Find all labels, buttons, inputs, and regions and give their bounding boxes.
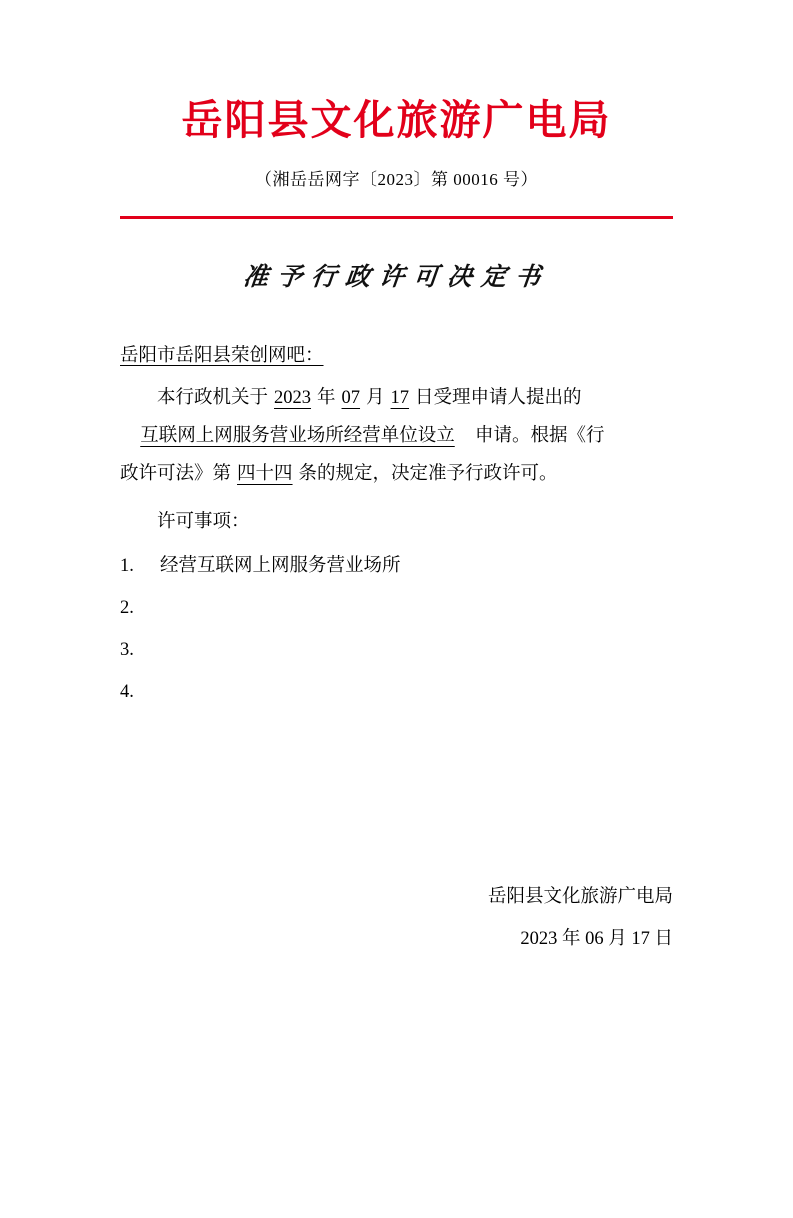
lead-text-3: 政许可法》 [120,464,213,485]
signature-block [488,876,673,960]
list-item-number: 4. [120,682,134,703]
month-unit: 月 [366,388,385,409]
decision-title: 准予行政许可决定书 [241,262,551,292]
list-item [120,591,673,625]
signature-date: 2023 年 06 月 17 日 [520,929,673,949]
year-unit: 年 [317,388,336,409]
signature-organization: 岳阳县文化旅游广电局 [487,887,673,907]
list-item-number: 2. [120,598,134,619]
article-value: 四十四 [237,464,293,485]
lead-text-1: 本行政机关于 [157,388,269,409]
article-suffix: 条的规定，决定准予行政许可。 [298,464,558,485]
list-item [120,675,673,709]
year-value: 2023 [274,388,312,409]
day-value: 17 [390,388,410,409]
lead-text-2: 申请。根据《行 [475,426,605,447]
document-page [0,96,793,1218]
permit-items-label: 许可事项： [157,512,250,533]
list-item-number: 3. [120,640,134,661]
body-paragraph-line-3 [120,455,673,493]
body-paragraph-line-1 [120,379,673,417]
list-item [120,633,673,667]
red-divider-rule [120,216,673,219]
body-paragraph-line-2 [120,417,673,455]
list-item-number: 1. [120,556,134,577]
document-body [120,337,673,709]
list-item [120,549,673,583]
list-item-text: 经营互联网上网服务营业场所 [160,556,401,577]
day-unit: 日受理申请人提出的 [415,388,582,409]
organization-title: 岳阳县文化旅游广电局 [181,96,612,144]
permit-matter-value: 互联网上网服务营业场所经营单位设立 [140,426,455,447]
article-prefix: 第 [212,464,232,485]
month-value: 07 [341,388,361,409]
document-number: （湘岳岳网字〔2023〕第 00016 号） [255,170,538,190]
addressee-line: 岳阳市岳阳县荣创网吧： [120,346,324,367]
